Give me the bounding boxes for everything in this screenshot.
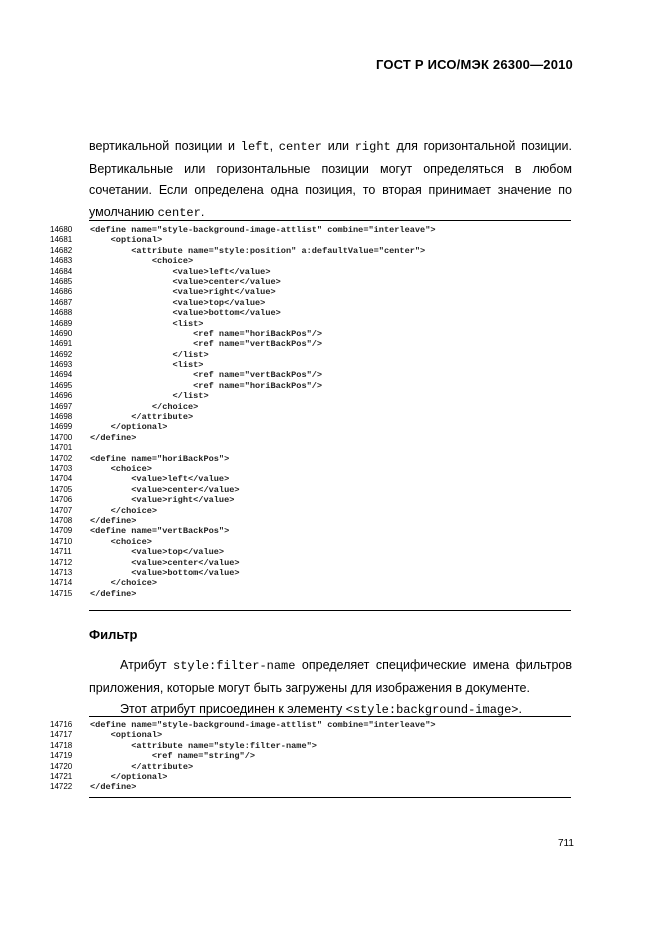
- code-text: <value>center</value>: [90, 484, 240, 495]
- code-block-2-bottom-rule: [89, 797, 571, 798]
- code-line: [50, 277, 580, 287]
- line-number: 14719: [50, 751, 73, 761]
- line-number: 14682: [50, 245, 73, 255]
- line-number: 14714: [50, 578, 73, 588]
- code-line: [50, 485, 580, 495]
- section-line-1: [89, 655, 572, 678]
- code-line: [50, 308, 580, 318]
- code-block-2-top-rule: [89, 716, 571, 717]
- intro-text: .: [200, 204, 205, 219]
- code-text: </define>: [90, 432, 137, 443]
- code-line: [50, 516, 580, 526]
- line-number: 14717: [50, 730, 73, 740]
- intro-text: вертикальной позиции и: [89, 139, 241, 153]
- code-text: <ref name="vertBackPos"/>: [90, 339, 323, 350]
- line-number: 14706: [50, 495, 73, 505]
- line-number: 14683: [50, 256, 73, 266]
- code-text: <value>bottom</value>: [90, 308, 281, 319]
- line-number: 14709: [50, 526, 73, 536]
- section-line-3: [89, 699, 572, 722]
- line-number: 14680: [50, 225, 73, 234]
- line-number: 14693: [50, 360, 73, 370]
- code-text: <value>top</value>: [90, 547, 225, 558]
- code-text: <define name="vertBackPos">: [90, 526, 230, 537]
- code-text: <list>: [90, 318, 204, 329]
- inline-code: center: [157, 205, 201, 220]
- code-line: [50, 412, 580, 422]
- code-line: [50, 381, 580, 391]
- code-text: </attribute>: [90, 761, 194, 772]
- code-block-1-top-rule: [89, 220, 571, 221]
- section-paragraph: [89, 655, 572, 722]
- code-line: [50, 319, 580, 329]
- code-line: [50, 474, 580, 484]
- code-text: <optional>: [90, 730, 163, 741]
- line-number: 14711: [50, 547, 72, 557]
- section-heading: Фильтр: [89, 627, 138, 642]
- line-number: 14697: [50, 401, 73, 411]
- line-number: 14687: [50, 297, 73, 307]
- code-text: <ref name="horiBackPos"/>: [90, 328, 323, 339]
- line-number: 14696: [50, 391, 73, 401]
- code-line: [50, 360, 580, 370]
- code-line: [50, 370, 580, 380]
- code-line: [50, 454, 580, 464]
- code-text: </optional>: [90, 771, 168, 782]
- code-line: [50, 782, 580, 792]
- line-number: 14681: [50, 235, 73, 245]
- section-line-2: приложения, которые могут быть загружены для изображения в документе.: [89, 680, 530, 695]
- section-text: .: [518, 702, 522, 716]
- intro-text: или: [322, 139, 355, 153]
- code-text: <optional>: [90, 235, 163, 246]
- page-number: 711: [558, 838, 574, 849]
- line-number: 14704: [50, 474, 73, 484]
- line-number: 14685: [50, 276, 73, 286]
- code-line: [50, 537, 580, 547]
- intro-text: ,: [269, 139, 279, 153]
- code-text: <choice>: [90, 463, 152, 474]
- code-line: [50, 287, 580, 297]
- code-line: [50, 578, 580, 588]
- section-text: Этот атрибут присоединен к элементу: [120, 702, 346, 716]
- code-text: <ref name="string"/>: [90, 751, 256, 762]
- inline-code: style:filter-name: [173, 659, 296, 673]
- intro-line-1: [89, 136, 572, 159]
- code-line: [50, 547, 580, 557]
- line-number: 14722: [50, 782, 73, 792]
- line-number: 14718: [50, 740, 73, 750]
- inline-code: <style:background-image>: [345, 703, 519, 717]
- code-text: <define name="horiBackPos">: [90, 453, 230, 464]
- code-text: <ref name="vertBackPos"/>: [90, 370, 323, 381]
- code-line: [50, 246, 580, 256]
- code-line: [50, 772, 580, 782]
- line-number: 14690: [50, 328, 73, 338]
- line-number: 14707: [50, 505, 73, 515]
- code-line: [50, 495, 580, 505]
- line-number: 14686: [50, 287, 73, 297]
- line-number: 14694: [50, 370, 73, 380]
- code-line: [50, 751, 580, 761]
- code-line: [50, 558, 580, 568]
- code-line: [50, 568, 580, 578]
- line-number: 14689: [50, 318, 73, 328]
- code-line: [50, 225, 580, 235]
- code-text: </optional>: [90, 422, 168, 433]
- code-text: </list>: [90, 349, 209, 360]
- line-number: 14684: [50, 266, 73, 276]
- code-text: <value>bottom</value>: [90, 567, 240, 578]
- code-text: <value>right</value>: [90, 287, 276, 298]
- section-text: определяет специфические имена фильтров: [295, 658, 572, 672]
- code-block-2: [50, 720, 580, 793]
- code-line: [50, 339, 580, 349]
- line-number: 14700: [50, 432, 73, 442]
- line-number: 14710: [50, 536, 73, 546]
- code-line: [50, 443, 580, 453]
- line-number: 14701: [50, 443, 73, 453]
- code-text: <value>center</value>: [90, 276, 281, 287]
- code-line: [50, 506, 580, 516]
- line-number: 14716: [50, 720, 73, 729]
- intro-line-2: Вертикальные или горизонтальные позиции могут определяться в любом: [89, 161, 572, 176]
- code-line: [50, 402, 580, 412]
- code-text: </define>: [90, 588, 137, 599]
- code-text: <value>center</value>: [90, 557, 240, 568]
- line-number: 14702: [50, 453, 73, 463]
- document-standard-header: ГОСТ Р ИСО/МЭК 26300—2010: [375, 57, 573, 72]
- line-number: 14692: [50, 349, 73, 359]
- code-line: [50, 730, 580, 740]
- inline-code: left: [240, 140, 270, 154]
- intro-line-3: сочетании. Если определена одна позиция, то вторая принимает значение по: [89, 183, 572, 197]
- code-text: </define>: [90, 515, 137, 526]
- line-number: 14691: [50, 339, 73, 349]
- line-number: 14721: [50, 771, 73, 781]
- code-line: [50, 526, 580, 536]
- inline-code: center: [278, 140, 323, 154]
- line-number: 14699: [50, 422, 73, 432]
- line-number: 14688: [50, 308, 73, 318]
- code-line: [50, 422, 580, 432]
- line-number: 14708: [50, 515, 73, 525]
- code-line: [50, 391, 580, 401]
- code-line: [50, 329, 580, 339]
- line-number: 14698: [50, 412, 73, 422]
- line-number: 14713: [50, 567, 73, 577]
- code-line: [50, 762, 580, 772]
- code-text: <value>left</value>: [90, 266, 271, 277]
- code-line: [50, 256, 580, 266]
- code-line: [50, 267, 580, 277]
- intro-text: для горизонтальной позиции.: [390, 139, 572, 153]
- line-number: 14720: [50, 761, 73, 771]
- code-line: [50, 350, 580, 360]
- code-line: [50, 235, 580, 245]
- code-line: [50, 741, 580, 751]
- code-text: <attribute name="style:filter-name">: [90, 740, 317, 751]
- code-text: <define name="style-background-image-attlist" combine="interleave">: [90, 225, 436, 235]
- line-number: 14715: [50, 588, 73, 598]
- code-block-1-bottom-rule: [89, 610, 571, 611]
- line-number: 14705: [50, 484, 73, 494]
- code-text: <value>top</value>: [90, 297, 266, 308]
- code-line: [50, 298, 580, 308]
- code-text: </define>: [90, 782, 137, 793]
- code-text: <list>: [90, 360, 204, 371]
- intro-paragraph: [89, 136, 572, 224]
- code-text: </choice>: [90, 505, 158, 516]
- intro-text: умолчанию: [89, 204, 158, 219]
- line-number: 14703: [50, 463, 73, 473]
- code-block-1: [50, 225, 580, 599]
- code-text: </choice>: [90, 401, 199, 412]
- code-text: <define name="style-background-image-attlist" combine="interleave">: [90, 720, 436, 730]
- code-text: <value>right</value>: [90, 495, 235, 506]
- code-text: </choice>: [90, 578, 158, 589]
- inline-code: right: [354, 140, 391, 154]
- code-line: [50, 720, 580, 730]
- code-text: </list>: [90, 391, 209, 402]
- code-line: [50, 589, 580, 599]
- line-number: 14695: [50, 380, 73, 390]
- code-text: <value>left</value>: [90, 474, 230, 485]
- code-line: [50, 433, 580, 443]
- code-text: <choice>: [90, 256, 194, 267]
- line-number: 14712: [50, 557, 73, 567]
- code-line: [50, 464, 580, 474]
- code-text: <ref name="horiBackPos"/>: [90, 380, 323, 391]
- code-text: <choice>: [90, 536, 152, 547]
- code-text: </attribute>: [90, 412, 194, 423]
- section-text: Атрибут: [120, 658, 174, 672]
- code-text: <attribute name="style:position" a:defaultValue="center">: [90, 245, 426, 256]
